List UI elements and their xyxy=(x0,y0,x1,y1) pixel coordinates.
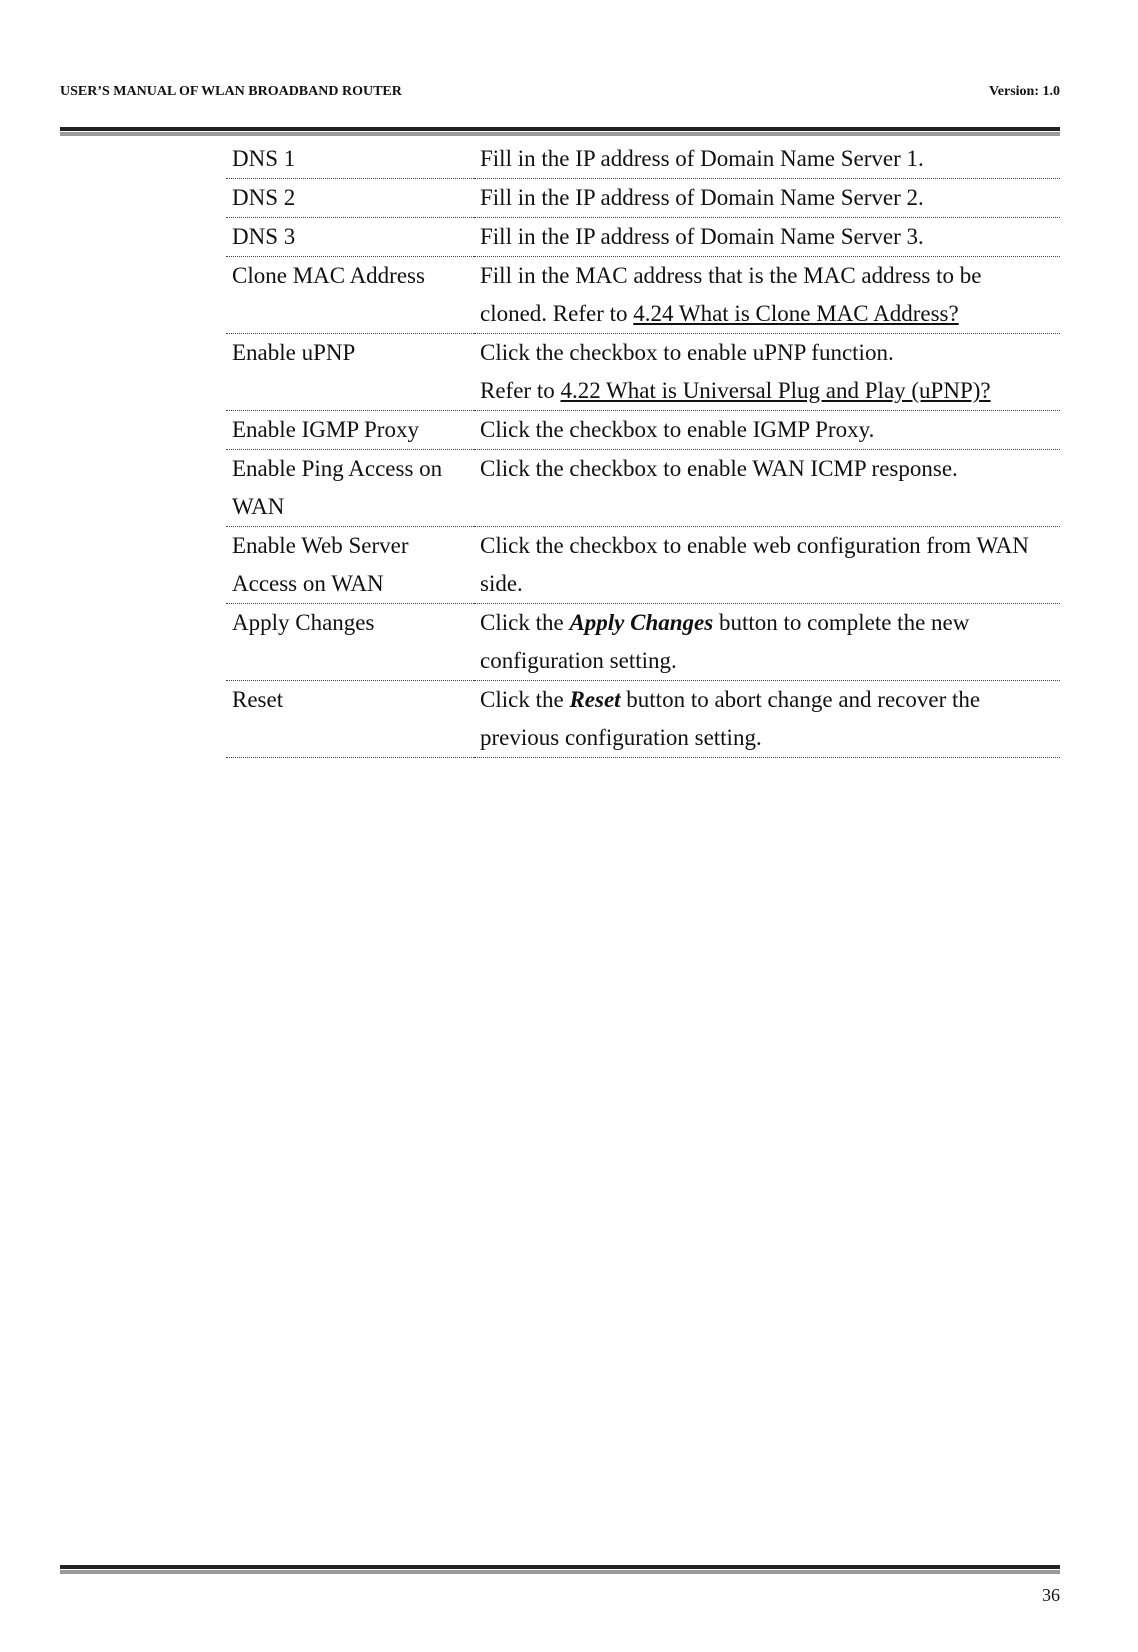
param-name: Apply Changes xyxy=(226,604,474,681)
description-text: button to abort change and recover the previous configuration setting. xyxy=(480,687,981,750)
table-row xyxy=(226,257,1060,334)
param-name: DNS 1 xyxy=(226,140,474,179)
param-name: Reset xyxy=(226,681,474,758)
upnp-reference-link[interactable]: 4.22 What is Universal Plug and Play (uPNP)? xyxy=(560,378,991,403)
param-name: Clone MAC Address xyxy=(226,257,474,334)
table-row xyxy=(226,140,1060,179)
table-row xyxy=(226,334,1060,411)
param-name: DNS 3 xyxy=(226,218,474,257)
parameter-table xyxy=(226,140,1060,758)
page-number: 36 xyxy=(1042,1585,1060,1605)
description-text: Refer to xyxy=(480,378,561,403)
table-row xyxy=(226,179,1060,218)
reset-term: Reset xyxy=(569,687,621,712)
description-text: Fill in the MAC address that is the MAC address to be cloned. Refer to xyxy=(480,263,982,326)
param-description xyxy=(474,604,1060,681)
table-row xyxy=(226,604,1060,681)
param-description: Click the checkbox to enable web configuration from WAN side. xyxy=(474,527,1060,604)
param-description: Fill in the IP address of Domain Name Server 2. xyxy=(474,179,1060,218)
description-text: Click the checkbox to enable uPNP function. xyxy=(480,340,894,365)
manual-title: USER’S MANUAL OF WLAN BROADBAND ROUTER xyxy=(60,84,402,99)
param-name: Enable Ping Access on WAN xyxy=(226,450,474,527)
param-name: Enable Web Server Access on WAN xyxy=(226,527,474,604)
description-text: Click the xyxy=(480,687,570,712)
param-name: DNS 2 xyxy=(226,179,474,218)
table-row xyxy=(226,527,1060,604)
clone-mac-reference-link[interactable]: 4.24 What is Clone MAC Address? xyxy=(633,301,959,326)
description-text: Click the xyxy=(480,610,570,635)
table-row xyxy=(226,218,1060,257)
table-row xyxy=(226,450,1060,527)
table-row xyxy=(226,411,1060,450)
param-description xyxy=(474,681,1060,758)
param-name: Enable uPNP xyxy=(226,334,474,411)
version-label: Version: 1.0 xyxy=(988,84,1060,99)
param-description xyxy=(474,334,1060,411)
param-description: Fill in the IP address of Domain Name Server 1. xyxy=(474,140,1060,179)
param-description: Click the checkbox to enable IGMP Proxy. xyxy=(474,411,1060,450)
footer-rule xyxy=(60,1565,1060,1574)
param-description xyxy=(474,257,1060,334)
description-text: button to complete the new configuration setting. xyxy=(480,610,970,673)
param-name: Enable IGMP Proxy xyxy=(226,411,474,450)
table-row xyxy=(226,681,1060,758)
param-description: Click the checkbox to enable WAN ICMP response. xyxy=(474,450,1060,527)
apply-changes-term: Apply Changes xyxy=(569,610,714,635)
param-description: Fill in the IP address of Domain Name Server 3. xyxy=(474,218,1060,257)
header-rule xyxy=(60,127,1060,136)
